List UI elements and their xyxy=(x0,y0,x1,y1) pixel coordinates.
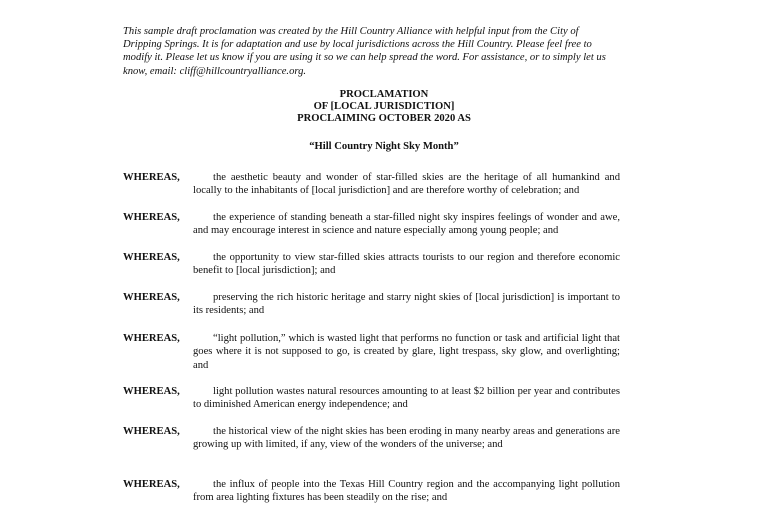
title-line-1: PROCLAMATION xyxy=(339,89,429,100)
clause-text: preserving the rich historic heritage and starry night skies of [local jurisdiction] is important to its residents; and xyxy=(193,292,620,317)
clause-text: the opportunity to view star-filled skies attracts tourists to our region and therefore economic benefit to [local jurisdiction]; and xyxy=(193,252,620,277)
intro-note: This sample draft proclamation was created by the Hill Country Alliance with helpful input from the City of Dripping Springs. It is for adaptation and use by local jurisdictions across the Hill Country. Please feel free to modify it. Please let us know if you are using it so we can help spread the word. For assistance, or to simply let us know, email: cliff@hillcountryalliance.org. xyxy=(123,26,606,77)
clause-text: the experience of standing beneath a star-filled night sky inspires feelings of wonder and awe, and may encourage interest in science and nature especially among young people; and xyxy=(193,212,620,237)
proclamation-subtitle: “Hill Country Night Sky Month” xyxy=(309,141,459,152)
clause-label: WHEREAS, xyxy=(123,333,180,344)
whereas-clause xyxy=(123,291,620,318)
whereas-clause xyxy=(123,332,620,372)
clause-text: the influx of people into the Texas Hill Country region and the accompanying light pollution from area lighting fixtures has been steadily on the rise; and xyxy=(193,479,620,504)
clause-text: the historical view of the night skies has been eroding in many nearby areas and generations are growing up with limited, if any, view of the wonders of the universe; and xyxy=(193,426,620,451)
title-line-3: PROCLAIMING OCTOBER 2020 AS xyxy=(297,113,471,125)
clause-text: light pollution wastes natural resources amounting to at least $2 billion per year and contributes to diminished American energy independence; and xyxy=(193,386,620,411)
title-line-2: OF [LOCAL JURISDICTION] xyxy=(313,101,455,113)
whereas-clause xyxy=(123,425,620,452)
whereas-clause xyxy=(123,385,620,412)
clause-label: WHEREAS, xyxy=(123,252,180,263)
clause-text: “light pollution,” which is wasted light that performs no function or task and artificial light that goes where it is not supposed to go, is created by glare, light trespass, sky glow, and overlighting; and xyxy=(193,333,620,371)
clause-label: WHEREAS, xyxy=(123,172,180,183)
clause-label: WHEREAS, xyxy=(123,292,180,303)
whereas-clause xyxy=(123,478,620,505)
clause-label: WHEREAS, xyxy=(123,426,180,437)
whereas-clause xyxy=(123,251,620,278)
clause-text: the aesthetic beauty and wonder of star-filled skies are the heritage of all humankind and locally to the inhabitants of [local jurisdiction] and are therefore worthy of celebration; and xyxy=(193,172,620,197)
whereas-clause xyxy=(123,171,620,198)
clause-label: WHEREAS, xyxy=(123,212,180,223)
clause-label: WHEREAS, xyxy=(123,386,180,397)
proclamation-title xyxy=(0,89,768,126)
whereas-clause xyxy=(123,211,620,238)
clause-label: WHEREAS, xyxy=(123,479,180,490)
